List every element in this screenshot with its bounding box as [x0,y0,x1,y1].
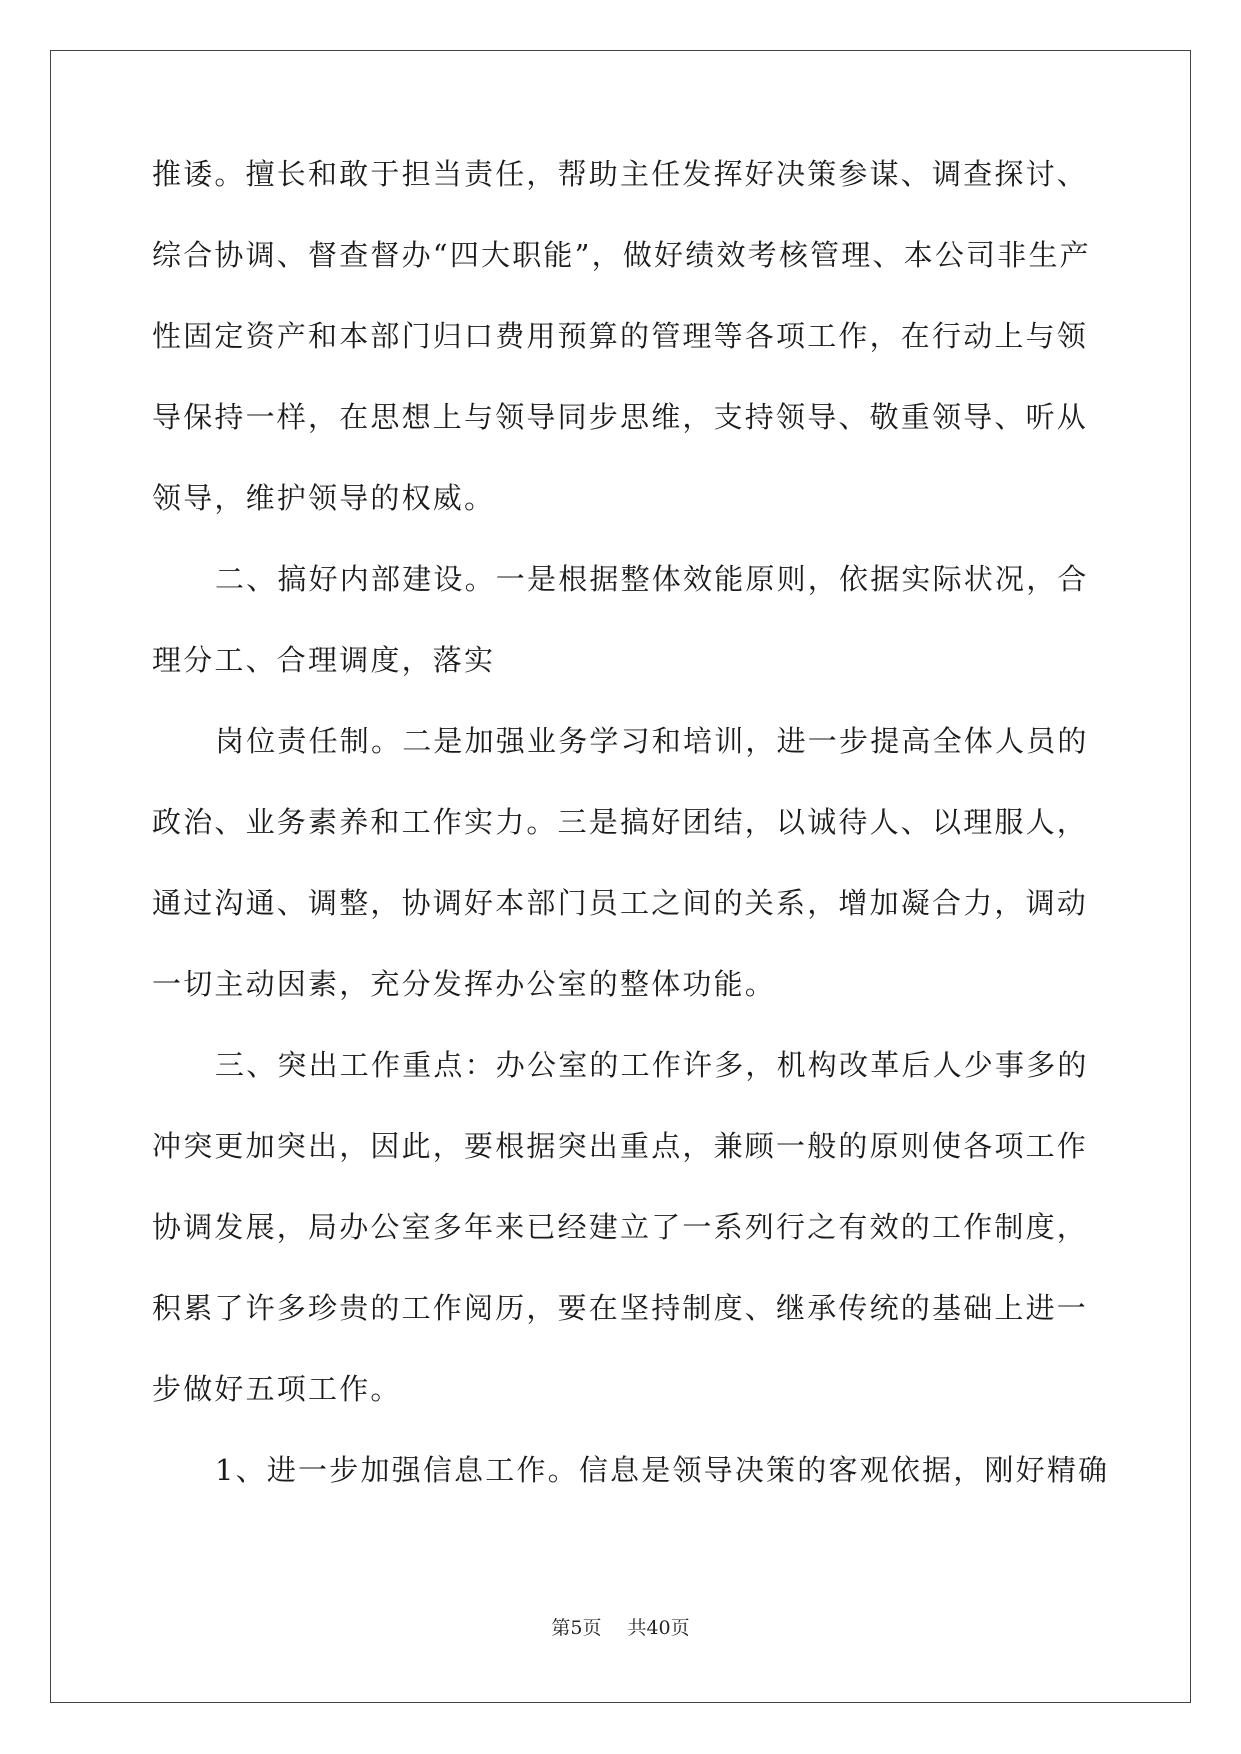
text-line: 协调发展，局办公室多年来已经建立了一系列行之有效的工作制度， [152,1210,1089,1244]
paragraph-start-line: 1、进一步加强信息工作。信息是领导决策的客观依据，刚好精确 [215,1453,1110,1487]
paragraph-start-line: 二、搞好内部建设。一是根据整体效能原则，依据实际状况，合 [215,562,1089,596]
text-line: 政治、业务素养和工作实力。三是搞好团结，以诚待人、以理服人， [152,805,1089,839]
text-line: 性固定资产和本部门归口费用预算的管理等各项工作，在行动上与领 [152,319,1089,353]
text-line: 一切主动因素，充分发挥办公室的整体功能。 [152,967,777,1001]
text-line: 通过沟通、调整，协调好本部门员工之间的关系，增加凝合力，调动 [152,886,1089,920]
text-line: 推诿。擅长和敢于担当责任，帮助主任发挥好决策参谋、调查探讨、 [152,157,1089,191]
paragraph-start-line: 岗位责任制。二是加强业务学习和培训，进一步提高全体人员的 [215,724,1089,758]
text-line: 领导，维护领导的权威。 [152,481,496,515]
text-line: 理分工、合理调度，落实 [152,643,496,677]
text-line: 步做好五项工作。 [152,1372,402,1406]
text-line: 综合协调、督查督办“四大职能”，做好绩效考核管理、本公司非生产 [152,238,1091,272]
page-number: 第5页 [551,1617,602,1639]
text-line: 积累了许多珍贵的工作阅历，要在坚持制度、继承传统的基础上进一 [152,1291,1089,1325]
paragraph-start-line: 三、突出工作重点：办公室的工作许多，机构改革后人少事多的 [215,1048,1089,1082]
document-body [152,157,1110,1537]
text-line: 冲突更加突出，因此，要根据突出重点，兼顾一般的原则使各项工作 [152,1129,1089,1163]
page-total: 共40页 [627,1617,690,1639]
text-line: 导保持一样，在思想上与领导同步思维，支持领导、敬重领导、听从 [152,400,1089,434]
page-footer [0,1617,1241,1639]
